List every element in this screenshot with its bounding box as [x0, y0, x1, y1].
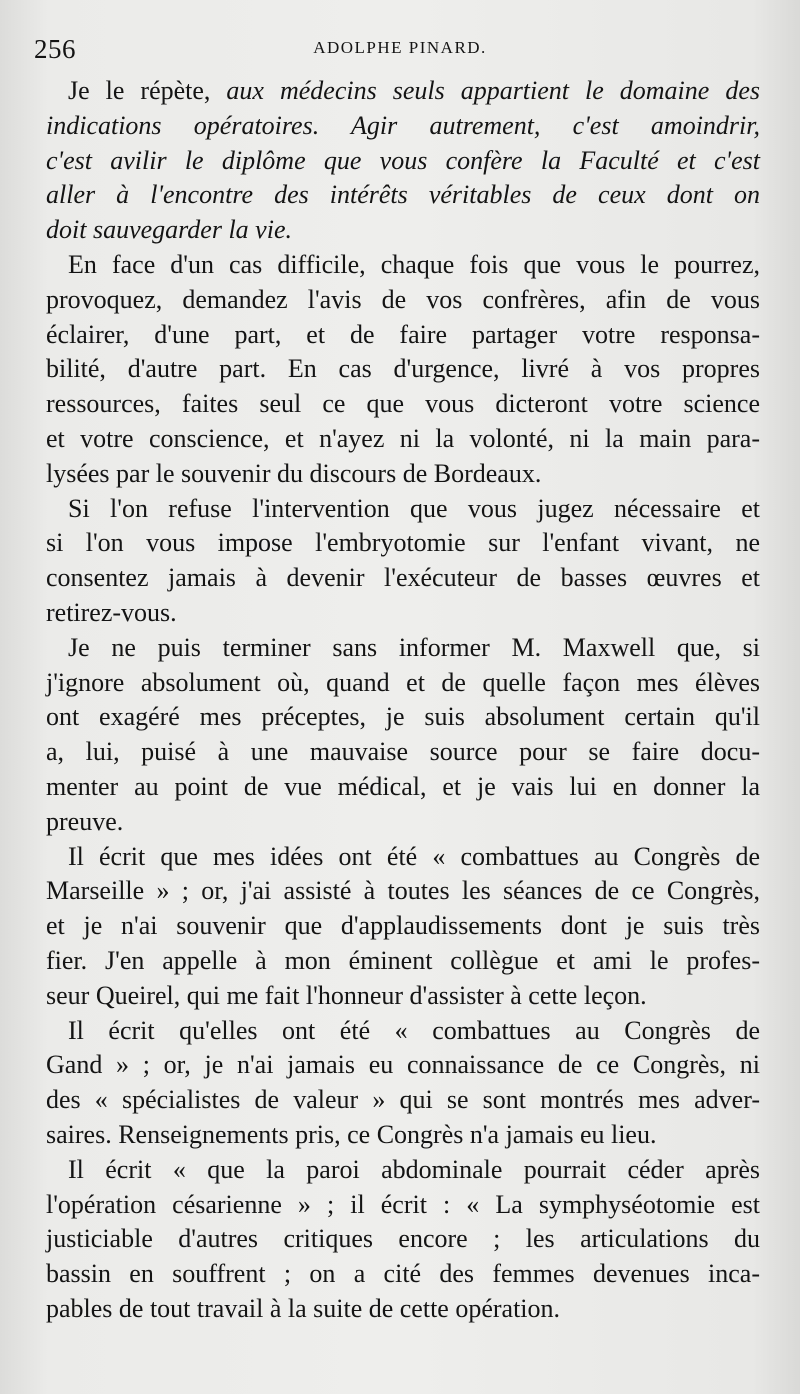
text-line: ressources, faites seul ce que vous dicteront votre science	[46, 389, 760, 419]
text-line: provoquez, demandez l'avis de vos confrères, afin de vous	[46, 284, 760, 314]
text-line: bassin en souffrent ; on a cité des femmes devenues inca-	[46, 1259, 760, 1289]
text-line: ont exagéré mes préceptes, je suis absolument certain qu'il	[46, 702, 760, 732]
text-line: Gand » ; or, je n'ai jamais eu connaissance de ce Congrès, ni	[46, 1050, 760, 1080]
text-line: saires. Renseignements pris, ce Congrès n'a jamais eu lieu.	[46, 1119, 657, 1149]
text-line: c'est avilir le diplôme que vous confère la Faculté et c'est	[46, 145, 760, 175]
paragraph-7	[46, 1153, 760, 1327]
text-line: l'opération césarienne » ; il écrit : « La symphyséotomie est	[46, 1189, 760, 1219]
text-line: Il écrit « que la paroi abdominale pourrait céder après	[68, 1154, 760, 1184]
text-line	[46, 74, 760, 109]
paragraph-2	[46, 248, 760, 492]
text-line: retirez-vous.	[46, 597, 177, 627]
paragraph-3	[46, 492, 760, 631]
text-line: fier. J'en appelle à mon éminent collègue et ami le profes-	[46, 945, 760, 975]
running-head: ADOLPHE PINARD.	[313, 38, 487, 57]
text-line: doit sauvegarder la vie.	[46, 215, 292, 245]
text-line: Marseille » ; or, j'ai assisté à toutes les séances de ce Congrès,	[46, 876, 760, 906]
text-line: seur Queirel, qui me fait l'honneur d'assister à cette leçon.	[46, 980, 647, 1010]
text-line: preuve.	[46, 806, 124, 836]
paragraph-5	[46, 840, 760, 1014]
text-line: Je ne puis terminer sans informer M. Maxwell que, si	[68, 632, 760, 662]
body-text	[46, 74, 760, 1327]
text-line: j'ignore absolument où, quand et de quelle façon mes élèves	[46, 667, 760, 697]
text-line: justiciable d'autres critiques encore ; les articulations du	[46, 1224, 760, 1254]
text-line: et je n'ai souvenir que d'applaudissements dont je suis très	[46, 911, 760, 941]
text-line: éclairer, d'une part, et de faire partager votre responsa-	[46, 319, 760, 349]
text-line: Si l'on refuse l'intervention que vous jugez nécessaire et	[68, 493, 760, 523]
text-line: aller à l'encontre des intérêts véritables de ceux dont on	[46, 180, 760, 210]
text-line: bilité, d'autre part. En cas d'urgence, livré à vos propres	[46, 354, 760, 384]
text-line: pables de tout travail à la suite de cette opération.	[46, 1293, 561, 1323]
text-line: si l'on vous impose l'embryotomie sur l'enfant vivant, ne	[46, 528, 760, 558]
paragraph-1	[46, 74, 760, 248]
text-line: des « spécialistes de valeur » qui se sont montrés mes adver-	[46, 1085, 760, 1115]
page-number: 256	[34, 34, 76, 64]
text-line: lysées par le souvenir du discours de Bordeaux.	[46, 458, 542, 488]
text-line: et votre conscience, et n'ayez ni la volonté, ni la main para-	[46, 423, 760, 453]
paragraph-6	[46, 1014, 760, 1153]
paragraph-4	[46, 631, 760, 840]
text-line: Il écrit que mes idées ont été « combattues au Congrès de	[68, 841, 760, 871]
text-line: menter au point de vue médical, et je vais lui en donner la	[46, 771, 760, 801]
text-line: Il écrit qu'elles ont été « combattues au Congrès de	[68, 1015, 760, 1045]
page-header	[0, 34, 800, 74]
text-span: Je le répète, aux médecins seuls appartient le domaine des	[68, 76, 760, 105]
text-line: indications opératoires. Agir autrement, c'est amoindrir,	[46, 110, 760, 140]
text-line: En face d'un cas difficile, chaque fois que vous le pourrez,	[68, 249, 760, 279]
text-line: consentez jamais à devenir l'exécuteur de basses œuvres et	[46, 563, 760, 593]
text-line: a, lui, puisé à une mauvaise source pour se faire docu-	[46, 737, 760, 767]
